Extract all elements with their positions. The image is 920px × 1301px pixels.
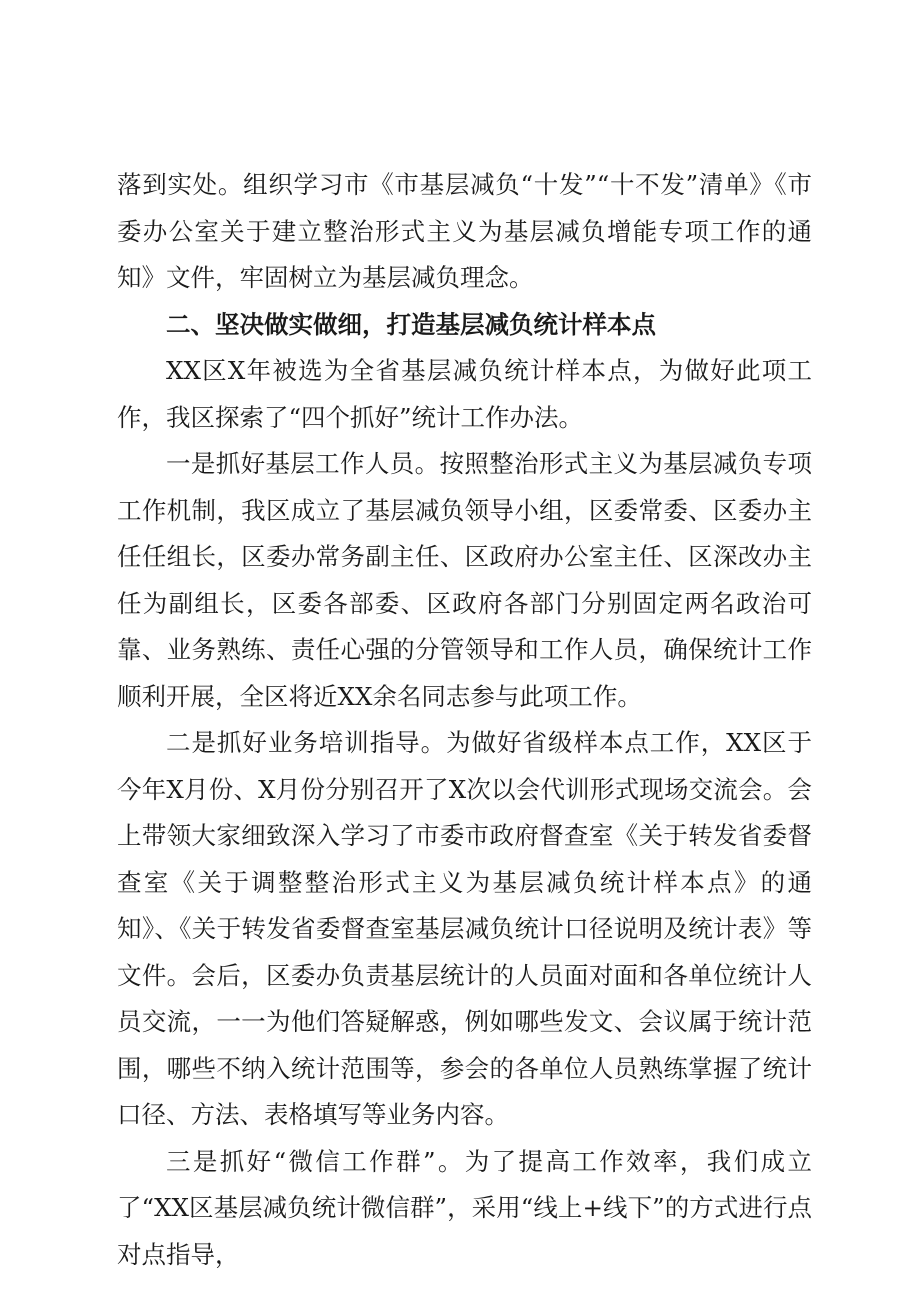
paragraph-training: 二是抓好业务培训指导。为做好省级样本点工作，XX区于今年X月份、X月份分别召开了X次以会代训形式现场交流会。会上带领大家细致深入学习了市委市政府督查室《关于转发省委督查室《关于调整整治形式主义为基层减负统计样本点》的通知》、《关于转发省委督查室基层减负统计口径说明及统计表》等文件。会后，区委办负责基层统计的人员面对面和各单位统计人员交流，一一为他们答疑解惑，例如哪些发文、会议属于统计范围，哪些不纳入统计范围等，参会的各单位人员熟练掌握了统计口径、方法、表格填写等业务内容。 <box>117 728 812 1129</box>
paragraph-staff: 一是抓好基层工作人员。按照整治形式主义为基层减负专项工作机制，我区成立了基层减负领导小组，区委常委、区委办主任任组长，区委办常务副主任、区政府办公室主任、区深改办主任为副组长，区委各部委、区政府各部门分别固定两名政治可靠、业务熟练、责任心强的分管领导和工作人员，确保统计工作顺利开展，全区将近XX余名同志参与此项工作。 <box>117 449 812 711</box>
paragraph-wechat-group: 三是抓好“微信工作群”。为了提高工作效率，我们成立了“XX区基层减负统计微信群”，采用“线上+线下”的方式进行点对点指导， <box>117 1146 812 1269</box>
document-body <box>117 162 812 1278</box>
paragraph-intro: XX区X年被选为全省基层减负统计样本点，为做好此项工作，我区探索了“四个抓好”统计工作办法。 <box>117 356 812 432</box>
paragraph-continuation: 落到实处。组织学习市《市基层减负“十发”“十不发”清单》《市委办公室关于建立整治形式主义为基层减负增能专项工作的通知》文件，牢固树立为基层减负理念。 <box>117 170 812 292</box>
section-heading: 二、坚决做实做细，打造基层减负统计样本点 <box>166 309 656 339</box>
